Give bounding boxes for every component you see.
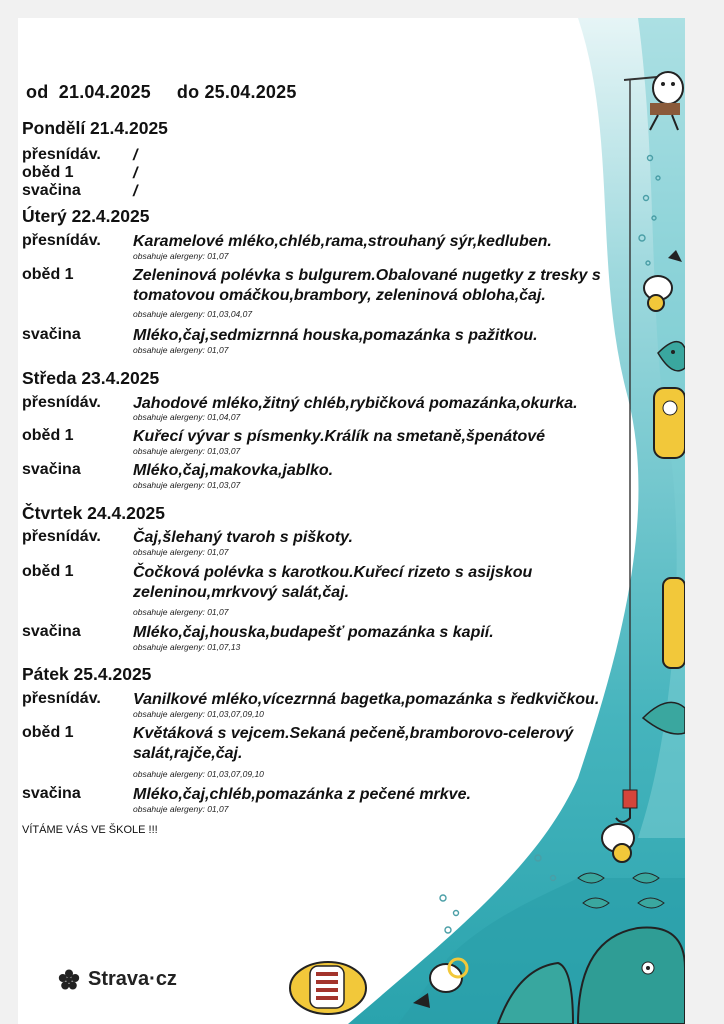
meal-label: přesnídáv.	[22, 146, 101, 163]
day-title-friday: Pátek 25.4.2025	[22, 664, 152, 684]
allergens-note: obsahuje alergeny: 01,07,13	[133, 642, 241, 652]
allergens-note: obsahuje alergeny: 01,03,07	[133, 446, 241, 456]
allergens-note: obsahuje alergeny: 01,03,07,09,10	[133, 709, 264, 719]
day-title-monday: Pondělí 21.4.2025	[22, 118, 168, 138]
meal-dish: Čaj,šlehaný tvaroh s piškoty.	[133, 529, 353, 546]
meal-label: přesnídáv.	[22, 394, 101, 411]
menu-page	[18, 18, 685, 1024]
meal-dish: Karamelové mléko,chléb,rama,strouhaný sýr,kedluben.	[133, 233, 552, 250]
allergens-note: obsahuje alergeny: 01,03,07,09,10	[133, 769, 264, 779]
meal-dish: Jahodové mléko,žitný chléb,rybičková pomazánka,okurka.	[133, 395, 578, 412]
allergens-note: obsahuje alergeny: 01,03,07	[133, 480, 241, 490]
meal-label: oběd 1	[22, 427, 74, 444]
meal-label: přesnídáv.	[22, 528, 101, 545]
meal-label: svačina	[22, 623, 81, 640]
meal-dish: /	[133, 183, 138, 200]
meal-dish: Květáková s vejcem.Sekaná pečeně,bramborovo-celerový salát,rajče,čaj.	[133, 725, 574, 762]
allergens-note: obsahuje alergeny: 01,07	[133, 607, 229, 617]
meal-dish: /	[133, 165, 138, 182]
allergens-note: obsahuje alergeny: 01,03,04,07	[133, 309, 253, 319]
meal-label: svačina	[22, 461, 81, 478]
meal-label: oběd 1	[22, 724, 74, 741]
meal-label: svačina	[22, 785, 81, 802]
meal-dish: Kuřecí vývar s písmenky.Králík na smetaně,špenátové	[133, 428, 546, 445]
meal-label: oběd 1	[22, 266, 74, 283]
date-range: od 21.04.2025 do 25.04.2025	[26, 82, 297, 102]
day-title-thursday: Čtvrtek 24.4.2025	[22, 503, 166, 523]
welcome-message: VÍTÁME VÁS VE ŠKOLE !!!	[22, 824, 158, 836]
meal-label: svačina	[22, 182, 81, 199]
brand-name: Strava·cz	[88, 968, 177, 990]
meal-label: svačina	[22, 326, 81, 343]
flower-icon	[58, 969, 80, 991]
meal-dish: Vanilkové mléko,vícezrnná bagetka,pomazánka s ředkvičkou.	[133, 691, 600, 708]
meal-dish: Čočková polévka s karotkou.Kuřecí rizeto s asijskou zeleninou,mrkvový salát,čaj.	[133, 564, 533, 601]
meal-dish: /	[133, 147, 138, 164]
meal-label: přesnídáv.	[22, 690, 101, 707]
meal-dish: Mléko,čaj,sedmizrnná houska,pomazánka s pažitkou.	[133, 327, 538, 344]
meal-label: přesnídáv.	[22, 232, 101, 249]
meal-dish: Mléko,čaj,makovka,jablko.	[133, 462, 334, 479]
meal-dish: Mléko,čaj,chléb,pomazánka z pečené mrkve.	[133, 786, 471, 803]
meal-label: oběd 1	[22, 563, 74, 580]
allergens-note: obsahuje alergeny: 01,04,07	[133, 412, 241, 422]
allergens-note: obsahuje alergeny: 01,07	[133, 345, 229, 355]
allergens-note: obsahuje alergeny: 01,07	[133, 804, 229, 814]
menu-content	[18, 18, 685, 1024]
allergens-note: obsahuje alergeny: 01,07	[133, 251, 229, 261]
day-title-tuesday: Úterý 22.4.2025	[22, 206, 150, 226]
strava-logo[interactable]	[58, 968, 177, 991]
meal-dish: Mléko,čaj,houska,budapešť pomazánka s kapií.	[133, 624, 494, 641]
day-title-wednesday: Středa 23.4.2025	[22, 368, 160, 388]
allergens-note: obsahuje alergeny: 01,07	[133, 547, 229, 557]
meal-dish: Zeleninová polévka s bulgurem.Obalované nugetky z tresky s tomatovou omáčkou,brambory, zeleninová obloha,čaj.	[133, 267, 601, 304]
meal-label: oběd 1	[22, 164, 74, 181]
